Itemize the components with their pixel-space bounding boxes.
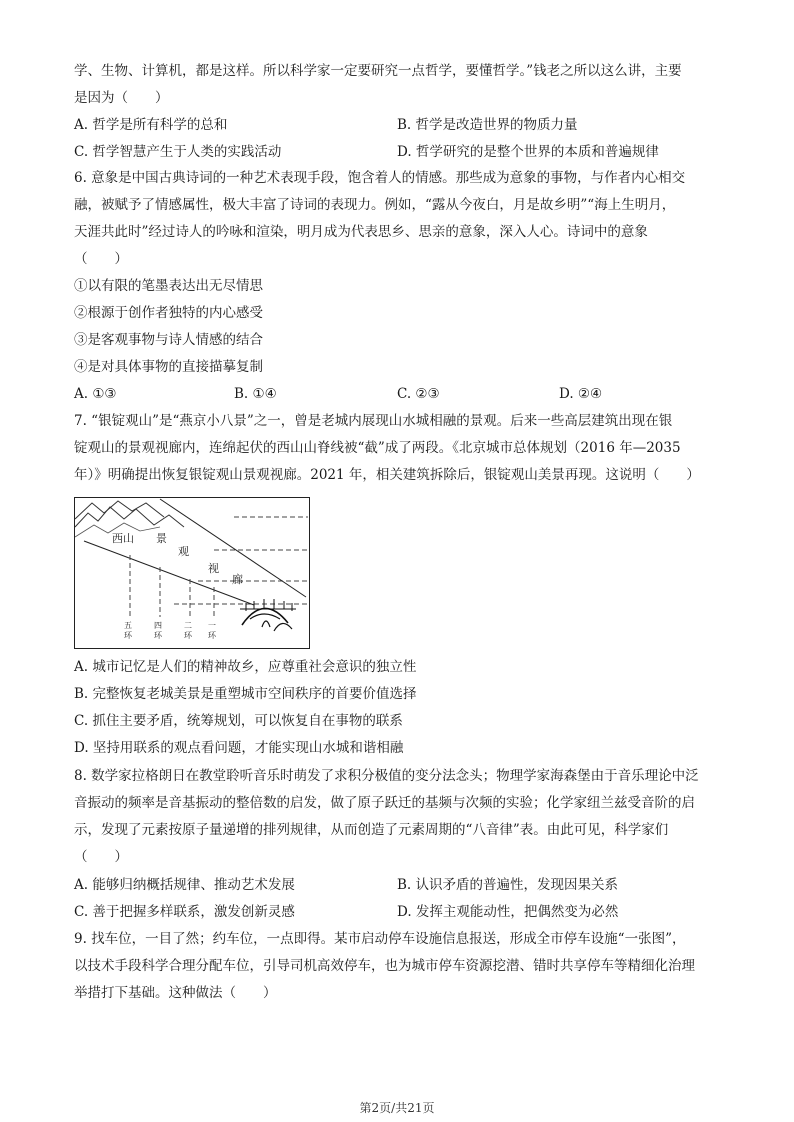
q7-option-c: C. 抓住主要矛盾，统筹规划，可以恢复自在事物的联系: [74, 713, 403, 729]
corridor-char-4: 廊: [232, 573, 243, 586]
mountain-label: 西山: [112, 532, 134, 545]
q6-stem-line-1: 6. 意象是中国古典诗词的一种艺术表现手段，饱含着人的情感。那些成为意象的事物，与作者内心相交: [74, 170, 686, 186]
q6-item-1: ①以有限的笔墨表达出无尽情思: [74, 278, 263, 294]
corridor-char-1: 景: [156, 532, 167, 545]
page-number-footer: 第2页/共21页: [359, 1101, 435, 1115]
q6-option-d: D. ②④: [559, 386, 603, 402]
ring-label-2: 二环: [184, 621, 192, 640]
q7-landscape-corridor-figure: [74, 497, 310, 649]
q8-stem-line-3: 示，发现了元素按原子量递增的排列规律，从而创造了元素周期的“八音律”表。由此可见，科学家们: [74, 822, 669, 838]
q9-stem-line-2: 以技术手段科学合理分配车位，引导司机高效停车，也为城市停车资源挖潜、错时共享停车等精细化治理: [74, 958, 695, 974]
q5-stem-line-2: 是因为（ ）: [74, 90, 169, 106]
q6-stem-line-2: 融，被赋予了情感属性，极大丰富了诗词的表现力。例如，“露从今夜白，月是故乡明”“海上生明月，: [74, 197, 676, 213]
q6-option-c: C. ②③: [397, 386, 440, 402]
q6-option-a: A. ①③: [74, 386, 117, 402]
q7-option-a: A. 城市记忆是人们的精神故乡，应尊重社会意识的独立性: [74, 659, 417, 675]
corridor-char-2: 观: [178, 545, 189, 558]
q5-option-c: C. 哲学智慧产生于人类的实践活动: [74, 144, 282, 160]
q7-stem-line-1: 7. “银锭观山”是“燕京小八景”之一，曾是老城内展现山水城相融的景观。后来一些高层建筑出现在银: [74, 413, 673, 429]
q6-item-4: ④是对具体事物的直接描摹复制: [74, 359, 263, 375]
q7-option-b: B. 完整恢复老城美景是重塑城市空间秩序的首要价值选择: [74, 686, 417, 702]
q8-stem-line-2: 音振动的频率是音基振动的整倍数的启发，做了原子跃迁的基频与次频的实验；化学家纽兰兹受音阶的启: [74, 795, 695, 811]
q5-option-b: B. 哲学是改造世界的物质力量: [397, 117, 578, 133]
ring-label-4: 四环: [154, 621, 162, 640]
q8-option-c: C. 善于把握多样联系，激发创新灵感: [74, 904, 295, 920]
q9-stem-line-3: 举措打下基础。这种做法（ ）: [74, 985, 277, 1001]
q5-stem-line-1: 学、生物、计算机，都是这样。所以科学家一定要研究一点哲学，要懂哲学。”钱老之所以这么讲，主要: [74, 63, 682, 79]
q5-option-d: D. 哲学研究的是整个世界的本质和普遍规律: [397, 144, 659, 160]
ring-label-5: 五环: [124, 621, 132, 640]
q6-item-3: ③是客观事物与诗人情感的结合: [74, 332, 263, 348]
q6-stem-line-4: （ ）: [74, 251, 128, 267]
q5-option-a: A. 哲学是所有科学的总和: [74, 117, 228, 133]
q8-option-d: D. 发挥主观能动性，把偶然变为必然: [397, 904, 619, 920]
q6-stem-line-3: 天涯共此时”经过诗人的吟咏和渲染，明月成为代表思乡、思亲的意象，深入人心。诗词中的意象: [74, 224, 648, 240]
q7-option-d: D. 坚持用联系的观点看问题，才能实现山水城和谐相融: [74, 740, 404, 756]
q8-stem-line-4: （ ）: [74, 849, 128, 865]
q7-stem-line-3: 年）》明确提出恢复银锭观山景观视廊。2021 年，相关建筑拆除后，银锭观山美景再现。这说明（ ）: [74, 467, 700, 483]
q7-stem-line-2: 锭观山的景观视廊内，连绵起伏的西山山脊线被“截”成了两段。《北京城市总体规划（2016 年—2035: [74, 440, 681, 456]
ring-label-1: 一环: [208, 621, 216, 640]
q8-option-a: A. 能够归纳概括规律、推动艺术发展: [74, 877, 295, 893]
q6-item-2: ②根源于创作者独特的内心感受: [74, 305, 263, 321]
q9-stem-line-1: 9. 找车位，一目了然；约车位，一点即得。某市启动停车设施信息报送，形成全市停车设施“一张图”，: [74, 931, 686, 947]
q8-stem-line-1: 8. 数学家拉格朗日在教堂聆听音乐时萌发了求积分极值的变分法念头；物理学家海森堡由于音乐理论中泛: [74, 768, 699, 784]
q8-option-b: B. 认识矛盾的普遍性，发现因果关系: [397, 877, 619, 893]
q6-option-b: B. ①④: [234, 386, 277, 402]
corridor-char-3: 视: [208, 562, 219, 575]
